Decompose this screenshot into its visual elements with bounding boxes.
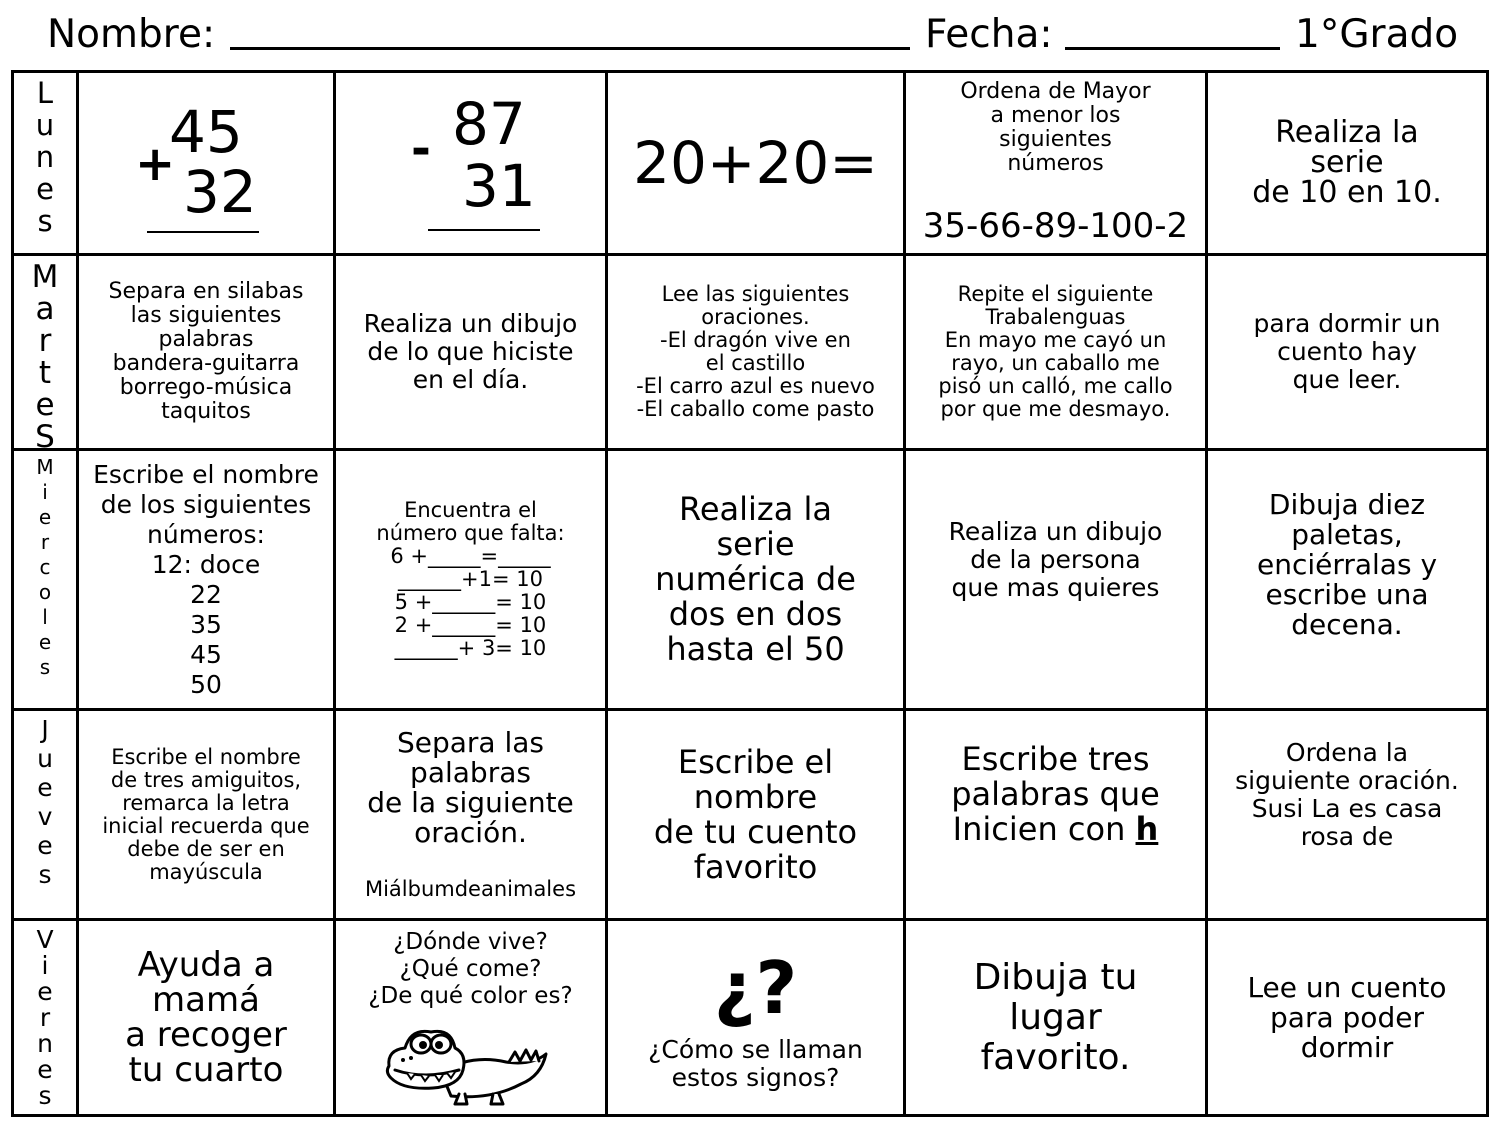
favorite-place-cell — [906, 921, 1208, 1114]
popsicles-text: Dibuja diez paletas, enciérralas y escribe una decena. — [1256, 487, 1438, 641]
minuend: 87 — [452, 90, 526, 158]
series-ten-text: Realiza la serie de 10 en 10. — [1252, 115, 1442, 210]
order-numbers-cell — [906, 73, 1208, 256]
bedtime-cell — [1208, 256, 1486, 451]
read-sentences-cell — [608, 256, 906, 451]
weekly-activity-grid — [11, 70, 1489, 1117]
order-sentence-text: Ordena la siguiente oración. Susi La es casa rosa de — [1235, 737, 1459, 851]
series-two-cell — [608, 451, 906, 711]
popsicles-cell — [1208, 451, 1486, 711]
numbers-to-order: 35-66-89-100-2 — [922, 206, 1189, 246]
missing-number-text: Encuentra el número que falta: 6 +_____=_____ ______+1= 10 5 +______= 10 2 +______= 10 ______+ 3= 10 — [376, 498, 565, 660]
subtraction-problem — [336, 73, 608, 256]
drawing-person-cell — [906, 451, 1208, 711]
date-label: Fecha: — [925, 12, 1053, 57]
syllables-cell — [79, 256, 336, 451]
date-blank-line[interactable] — [1065, 47, 1280, 50]
read-story-cell — [1208, 921, 1486, 1114]
favorite-place-text: Dibuja tu lugar favorito. — [973, 956, 1138, 1078]
drawing-day-text: Realiza un dibujo de lo que hiciste en el día. — [363, 309, 578, 394]
minus-sign: - — [411, 121, 431, 177]
question-signs-text: ¿Cómo se llaman estos signos? — [648, 1034, 863, 1092]
question-marks: ¿? — [713, 945, 798, 1030]
number-names-text: Escribe el nombre de los siguientes números: 12: doce 22 35 45 50 — [93, 459, 319, 699]
animal-questions-text: ¿Dónde vive? ¿Qué come? ¿De qué color es? — [368, 929, 573, 1009]
help-mom-cell — [79, 921, 336, 1114]
series-two-text: Realiza la serie numérica de dos en dos hasta el 50 — [655, 490, 856, 668]
help-mom-text: Ayuda a mamá a recoger tu cuarto — [125, 944, 287, 1090]
day-label-lunes: L u n e s — [14, 73, 79, 256]
tongue-twister-cell — [906, 256, 1208, 451]
day-label-jueves: J u e v e s — [14, 711, 79, 921]
crocodile-icon — [381, 1014, 561, 1106]
addend-bottom: 32 — [183, 158, 257, 226]
bedtime-text: para dormir un cuento hay que leer. — [1253, 309, 1441, 394]
plus-sign: + — [135, 136, 176, 192]
friends-names-cell — [79, 711, 336, 921]
words-with-h-cell — [906, 711, 1208, 921]
missing-number-cell — [336, 451, 608, 711]
syllables-text: Separa en silabas las siguientes palabras bandera-guitarra borrego-música taquitos — [108, 279, 304, 424]
animal-questions-cell — [336, 921, 608, 1114]
subtrahend: 31 — [462, 152, 536, 220]
drawing-person-text: Realiza un dibujo de la persona que mas quieres — [948, 516, 1163, 602]
number-names-cell — [79, 451, 336, 711]
favorite-story-text: Escribe el nombre de tu cuento favorito — [653, 742, 858, 886]
joined-sentence: Miálbumdeanimales — [364, 877, 577, 901]
day-label-miercoles: M i e r c o l e s — [14, 451, 79, 711]
separate-words-cell — [336, 711, 608, 921]
words-with-h-text: Escribe tres palabras que Inicien con h — [951, 740, 1160, 848]
favorite-story-cell — [608, 711, 906, 921]
read-sentences-text: Lee las siguientes oraciones. -El dragón vive en el castillo -El carro azul es nuevo -El caballo come pasto — [636, 282, 875, 421]
read-story-text: Lee un cuento para poder dormir — [1247, 970, 1447, 1064]
addition-problem — [79, 73, 336, 256]
question-signs-cell — [608, 921, 906, 1114]
order-sentence-cell — [1208, 711, 1486, 921]
name-blank-line[interactable] — [230, 47, 910, 50]
letter-h: h — [1135, 810, 1159, 848]
day-label-viernes: V i e r n e s — [14, 921, 79, 1114]
grade-label: 1°Grado — [1295, 12, 1459, 57]
separate-words-text: Separa las palabras de la siguiente oración. — [367, 726, 574, 849]
drawing-day-cell — [336, 256, 608, 451]
answer-line[interactable] — [147, 231, 259, 233]
series-ten-cell — [1208, 73, 1486, 256]
order-instruction: Ordena de Mayor a menor los siguientes números — [960, 79, 1151, 176]
answer-line[interactable] — [428, 229, 540, 231]
day-label-martes: M a r t e S — [14, 256, 79, 451]
equation: 20+20= — [633, 129, 878, 197]
equation-cell — [608, 73, 906, 256]
name-label: Nombre: — [47, 12, 216, 57]
friends-names-text: Escribe el nombre de tres amiguitos, remarca la letra inicial recuerda que debe de ser en mayúscula — [102, 744, 310, 884]
tongue-twister-text: Repite el siguiente Trabalenguas En mayo me cayó un rayo, un caballo me pisó un calló, me callo por que me desmayo. — [938, 282, 1173, 421]
addend-top: 45 — [169, 98, 243, 166]
